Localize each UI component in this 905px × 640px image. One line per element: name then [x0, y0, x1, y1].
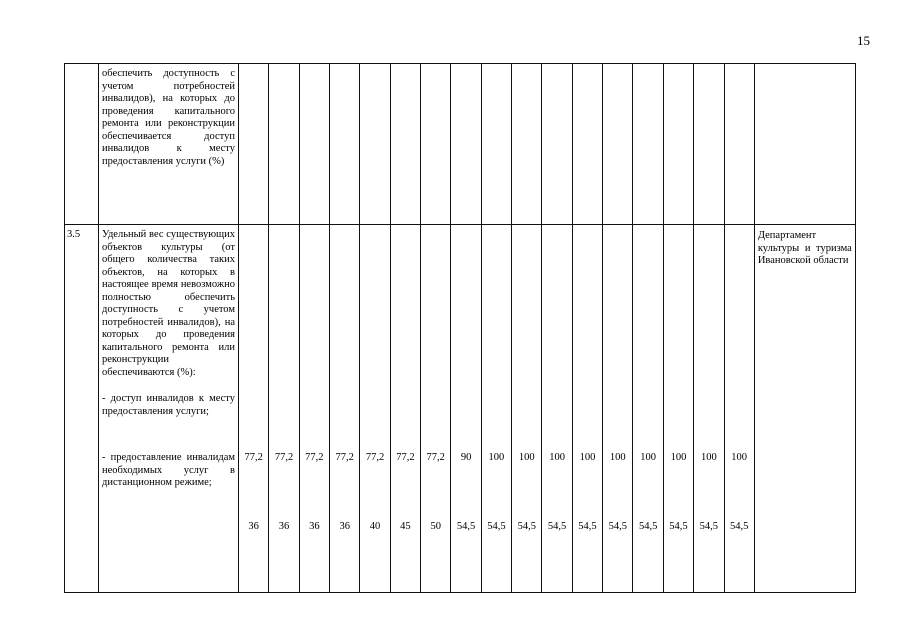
value-cell [694, 64, 724, 225]
value-cell [603, 64, 633, 225]
access-value: 100 [640, 452, 657, 463]
value-cell [603, 225, 633, 593]
value-cell [451, 64, 481, 225]
access-value: 77,2 [426, 452, 445, 463]
remote-services-value: 54,5 [578, 521, 597, 532]
remote-services-value: 40 [369, 521, 381, 532]
value-cell [421, 225, 451, 593]
indicator-description: Удельный вес существующих объектов культуры (от общего количества таких объектов, на которых в настоящее время невозможно полностью обеспечить доступность с учетом потребностей инвалидов), на которых до проведения капитального ремонта или реконструкции обеспечиваются (%): [102, 229, 235, 378]
value-cell [663, 225, 693, 593]
remote-services-value: 45 [400, 521, 411, 532]
access-value: 100 [670, 452, 687, 463]
remote-services-value: 36 [278, 521, 290, 532]
value-cell [451, 225, 481, 593]
access-value: 100 [700, 452, 717, 463]
access-value: 77,2 [396, 452, 415, 463]
remote-services-value: 54,5 [487, 521, 506, 532]
remote-services-value: 54,5 [669, 521, 688, 532]
indicators-table [64, 63, 856, 593]
value-cell [724, 225, 754, 593]
remote-services-value: 54,5 [699, 521, 719, 532]
sub-indicator-remote-services: - предоставление инвалидам необходимых услуг в дистанционном режиме; [102, 452, 235, 488]
table-row [65, 64, 856, 225]
value-cell [421, 64, 451, 225]
access-value: 77,2 [335, 452, 354, 463]
remote-services-value: 36 [309, 521, 320, 532]
value-cell [360, 225, 390, 593]
remote-services-value: 54,5 [456, 521, 476, 532]
value-cell [572, 225, 602, 593]
value-cell [633, 64, 663, 225]
value-cell [299, 64, 329, 225]
value-cell [269, 225, 299, 593]
value-cell [633, 225, 663, 593]
indicator-description-cell [99, 225, 239, 593]
value-cell [481, 225, 511, 593]
value-cell [269, 64, 299, 225]
value-cell [239, 225, 269, 593]
access-value: 100 [549, 452, 565, 463]
value-cell [330, 64, 360, 225]
value-cell [512, 225, 542, 593]
access-value: 100 [488, 452, 505, 463]
access-value: 100 [518, 452, 535, 463]
access-value: 77,2 [305, 452, 324, 463]
value-cell [542, 225, 572, 593]
value-cell [390, 64, 420, 225]
value-cell [572, 64, 602, 225]
remote-services-value: 54,5 [517, 521, 536, 532]
value-cell [663, 64, 693, 225]
row-index: 3.5 [65, 225, 99, 593]
remote-services-value: 54,5 [729, 521, 749, 532]
access-value: 77,2 [274, 452, 294, 463]
value-cell [542, 64, 572, 225]
remote-services-value: 54,5 [547, 521, 567, 532]
access-value: 100 [609, 452, 626, 463]
value-cell [724, 64, 754, 225]
access-value: 77,2 [365, 452, 385, 463]
index-cell [65, 64, 99, 225]
remote-services-value: 54,5 [638, 521, 658, 532]
value-cell [239, 64, 269, 225]
access-value: 90 [460, 452, 472, 463]
remote-services-value: 54,5 [608, 521, 627, 532]
sub-indicator-access: - доступ инвалидов к месту предоставления услуги; [102, 393, 235, 417]
access-value: 100 [731, 452, 748, 463]
access-value: 77,2 [244, 452, 263, 463]
page-number: 15 [857, 33, 870, 48]
access-value: 100 [579, 452, 596, 463]
value-cell [390, 225, 420, 593]
remote-services-value: 36 [248, 521, 259, 532]
indicator-description: обеспечить доступность с учетом потребностей инвалидов), на которых до проведения капитального ремонта или реконструкции обеспечивается доступ инвалидов к месту предоставления услуги (%) [99, 64, 239, 225]
value-cell [299, 225, 329, 593]
remote-services-value: 50 [430, 521, 441, 532]
remote-services-value: 36 [339, 521, 350, 532]
value-cell [512, 64, 542, 225]
responsible-cell [754, 64, 855, 225]
value-cell [694, 225, 724, 593]
value-cell [360, 64, 390, 225]
responsible-organization: Департамент культуры и туризма Ивановской области [754, 225, 855, 593]
value-cell [330, 225, 360, 593]
table-row [65, 225, 856, 593]
value-cell [481, 64, 511, 225]
